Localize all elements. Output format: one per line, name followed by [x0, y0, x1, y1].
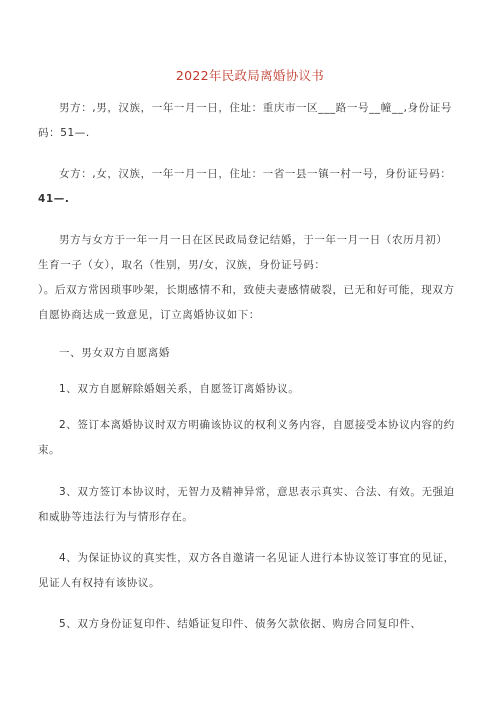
item-4-line: 见证人有权持有该协议。 — [38, 577, 161, 589]
man-info-line: 码：51—. — [38, 127, 90, 139]
man-info-paragraph — [38, 96, 462, 146]
item-3 — [38, 480, 462, 530]
item-4-line: 4、为保证协议的真实性，双方各自邀请一名见证人进行本协议签订事宜的见证， — [59, 552, 455, 564]
intro-paragraph — [38, 228, 462, 328]
item-3-line: 3、双方签订本协议时，无智力及精神异常，意思表示真实、合法、有效。无强迫 — [59, 486, 455, 498]
woman-info-line: 女方：,女，汉族，一年一月一日，住址：一省一县一镇一村一号，身份证号码： — [59, 168, 452, 180]
man-info-line: 男方：,男，汉族，一年一月一日，住址：重庆市一区___路一号__幢__,身份证号 — [59, 102, 452, 114]
item-5-text: 5、双方身份证复印件、结婚证复印件、债务欠款依据、购房合同复印件、 — [59, 618, 422, 630]
item-2-line: 束。 — [38, 444, 61, 456]
section-heading — [38, 341, 462, 366]
item-2-line: 2、签订本离婚协议时双方明确该协议的权利义务内容，自愿接受本协议内容的约 — [59, 419, 455, 431]
section-heading-text: 一、男女双方自愿离婚 — [59, 347, 170, 359]
item-4 — [38, 546, 462, 596]
intro-line: 自愿协商达成一致意见，订立离婚协议如下： — [38, 309, 260, 321]
item-5 — [38, 612, 462, 637]
item-2 — [38, 413, 462, 463]
document-title: 2022年民政局离婚协议书 — [175, 68, 325, 83]
intro-line: 男方与女方于一年一月一日在区民政局登记结婚，于一年一月一日（农历月初） — [59, 234, 448, 246]
woman-info-line: 41—. — [38, 193, 70, 205]
intro-line: 生育一子（女），取名（性别，男/女，汉族，身份证号码： — [38, 259, 326, 271]
woman-info-paragraph — [38, 162, 462, 212]
item-3-line: 和威胁等违法行为与情形存在。 — [38, 511, 194, 523]
item-1-text: 1、双方自愿解除婚姻关系，自愿签订离婚协议。 — [59, 383, 300, 395]
item-1 — [38, 377, 462, 402]
intro-line: ）。后双方常因琐事吵架，长期感情不和，致使夫妻感情破裂，已无和好可能，现双方 — [38, 284, 455, 296]
